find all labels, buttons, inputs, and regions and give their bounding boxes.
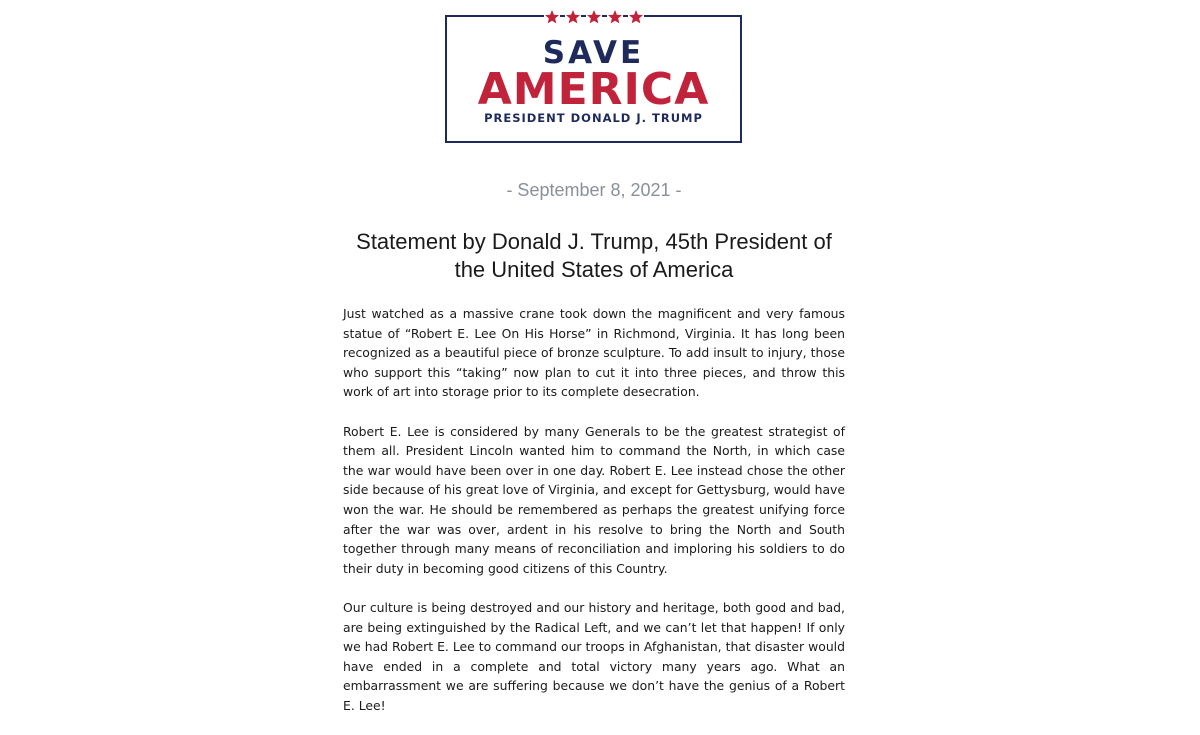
logo-president-text: PRESIDENT DONALD J. TRUMP bbox=[484, 111, 703, 125]
star-icon bbox=[565, 9, 581, 25]
statement-date: - September 8, 2021 - bbox=[506, 180, 682, 200]
body-paragraph: Robert E. Lee is considered by many Generals to be the greatest strategist of them all. President Lincoln wanted him to command the North, in which case the war would have been over in one day. Robert E. Lee instead chose the other side because of his great love of Virginia, and except for Gettysburg, would have won the war. He should be remembered as perhaps the greatest unifying force after the war was over, ardent in his resolve to bring the North and South together through many means of reconciliation and imploring his soldiers to do their duty in becoming good citizens of this Country. bbox=[343, 423, 845, 576]
body-paragraph: Our culture is being destroyed and our history and heritage, both good and bad, are being extinguished by the Radical Left, and we can’t let that happen! If only we had Robert E. Lee to command our troops in Afghanistan, that disaster would have ended in a complete and total victory many years ago. What an embarrassment we are suffering because we don’t have the genius of a Robert E. Lee! bbox=[343, 599, 845, 713]
logo-stars bbox=[447, 9, 740, 31]
star-icon bbox=[628, 9, 644, 25]
statement-body bbox=[343, 304, 845, 735]
star-icon bbox=[607, 9, 623, 25]
star-icon bbox=[586, 9, 602, 25]
logo-america-text: AMERICA bbox=[477, 64, 710, 115]
logo-save-text: SAVE bbox=[542, 35, 645, 71]
save-america-logo bbox=[445, 15, 742, 143]
body-paragraph: Just watched as a massive crane took down the magnificent and very famous statue of “Robert E. Lee On His Horse” in Richmond, Virginia. It has long been recognized as a beautiful piece of bronze sculpture. To add insult to injury, those who support this “taking” now plan to cut it into three pieces, and throw this work of art into storage prior to its complete desecration. bbox=[343, 306, 845, 400]
star-icon bbox=[544, 9, 560, 25]
statement-title: Statement by Donald J. Trump, 45th President of the United States of America bbox=[356, 229, 832, 282]
